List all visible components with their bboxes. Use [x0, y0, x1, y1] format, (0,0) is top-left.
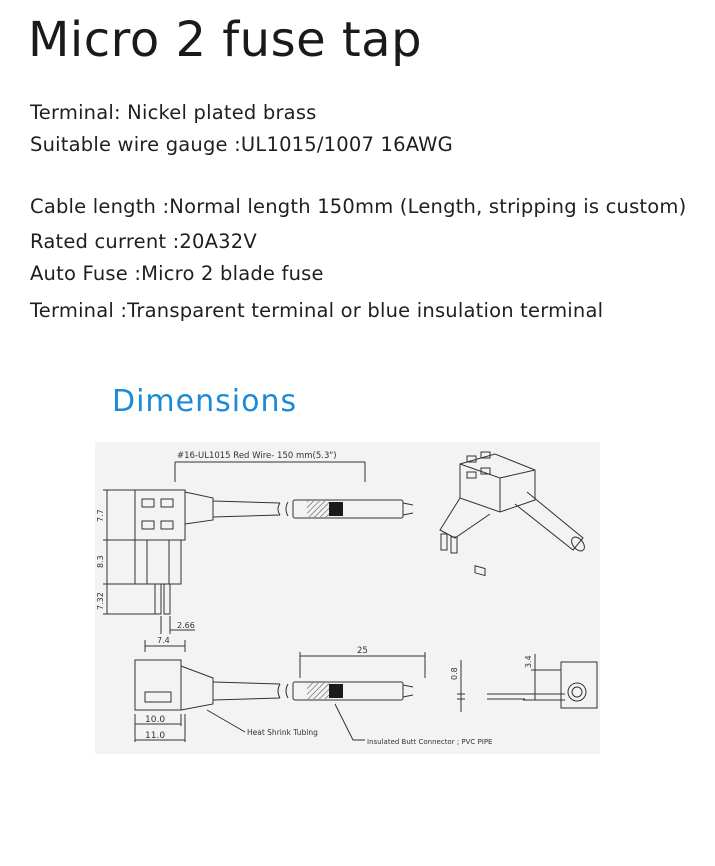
dim-2-66: 2.66 — [177, 621, 195, 630]
butt-connector-note: Insulated Butt Connector ; PVC PIPE — [367, 738, 493, 746]
wire-label: #16-UL1015 Red Wire- 150 mm(5.3") — [177, 451, 337, 461]
dim-25: 25 — [357, 646, 368, 656]
dim-8-3: 8.3 — [96, 555, 105, 568]
spec-cable-length: Cable length :Normal length 150mm (Length, stripping is custom) — [30, 195, 687, 218]
dim-11-0: 11.0 — [145, 731, 166, 741]
dim-3-4: 3.4 — [524, 655, 533, 668]
spec-rated-current: Rated current :20A32V — [30, 230, 257, 253]
dimensions-heading: Dimensions — [112, 384, 298, 419]
dim-7-7: 7.7 — [96, 509, 105, 522]
dim-7-4: 7.4 — [157, 636, 170, 645]
dim-0-8: 0.8 — [450, 667, 459, 680]
heat-shrink-note: Heat Shrink Tubing — [247, 728, 318, 737]
spec-wire-gauge: Suitable wire gauge :UL1015/1007 16AWG — [30, 133, 453, 156]
spec-terminal-type: Terminal :Transparent terminal or blue insulation terminal — [30, 299, 604, 322]
spec-terminal: Terminal: Nickel plated brass — [30, 101, 317, 124]
dimension-drawing — [95, 442, 600, 754]
dim-10-0: 10.0 — [145, 715, 166, 725]
spec-auto-fuse: Auto Fuse :Micro 2 blade fuse — [30, 262, 324, 285]
dim-7-32: 7.32 — [96, 592, 105, 610]
page-title: Micro 2 fuse tap — [28, 12, 423, 68]
